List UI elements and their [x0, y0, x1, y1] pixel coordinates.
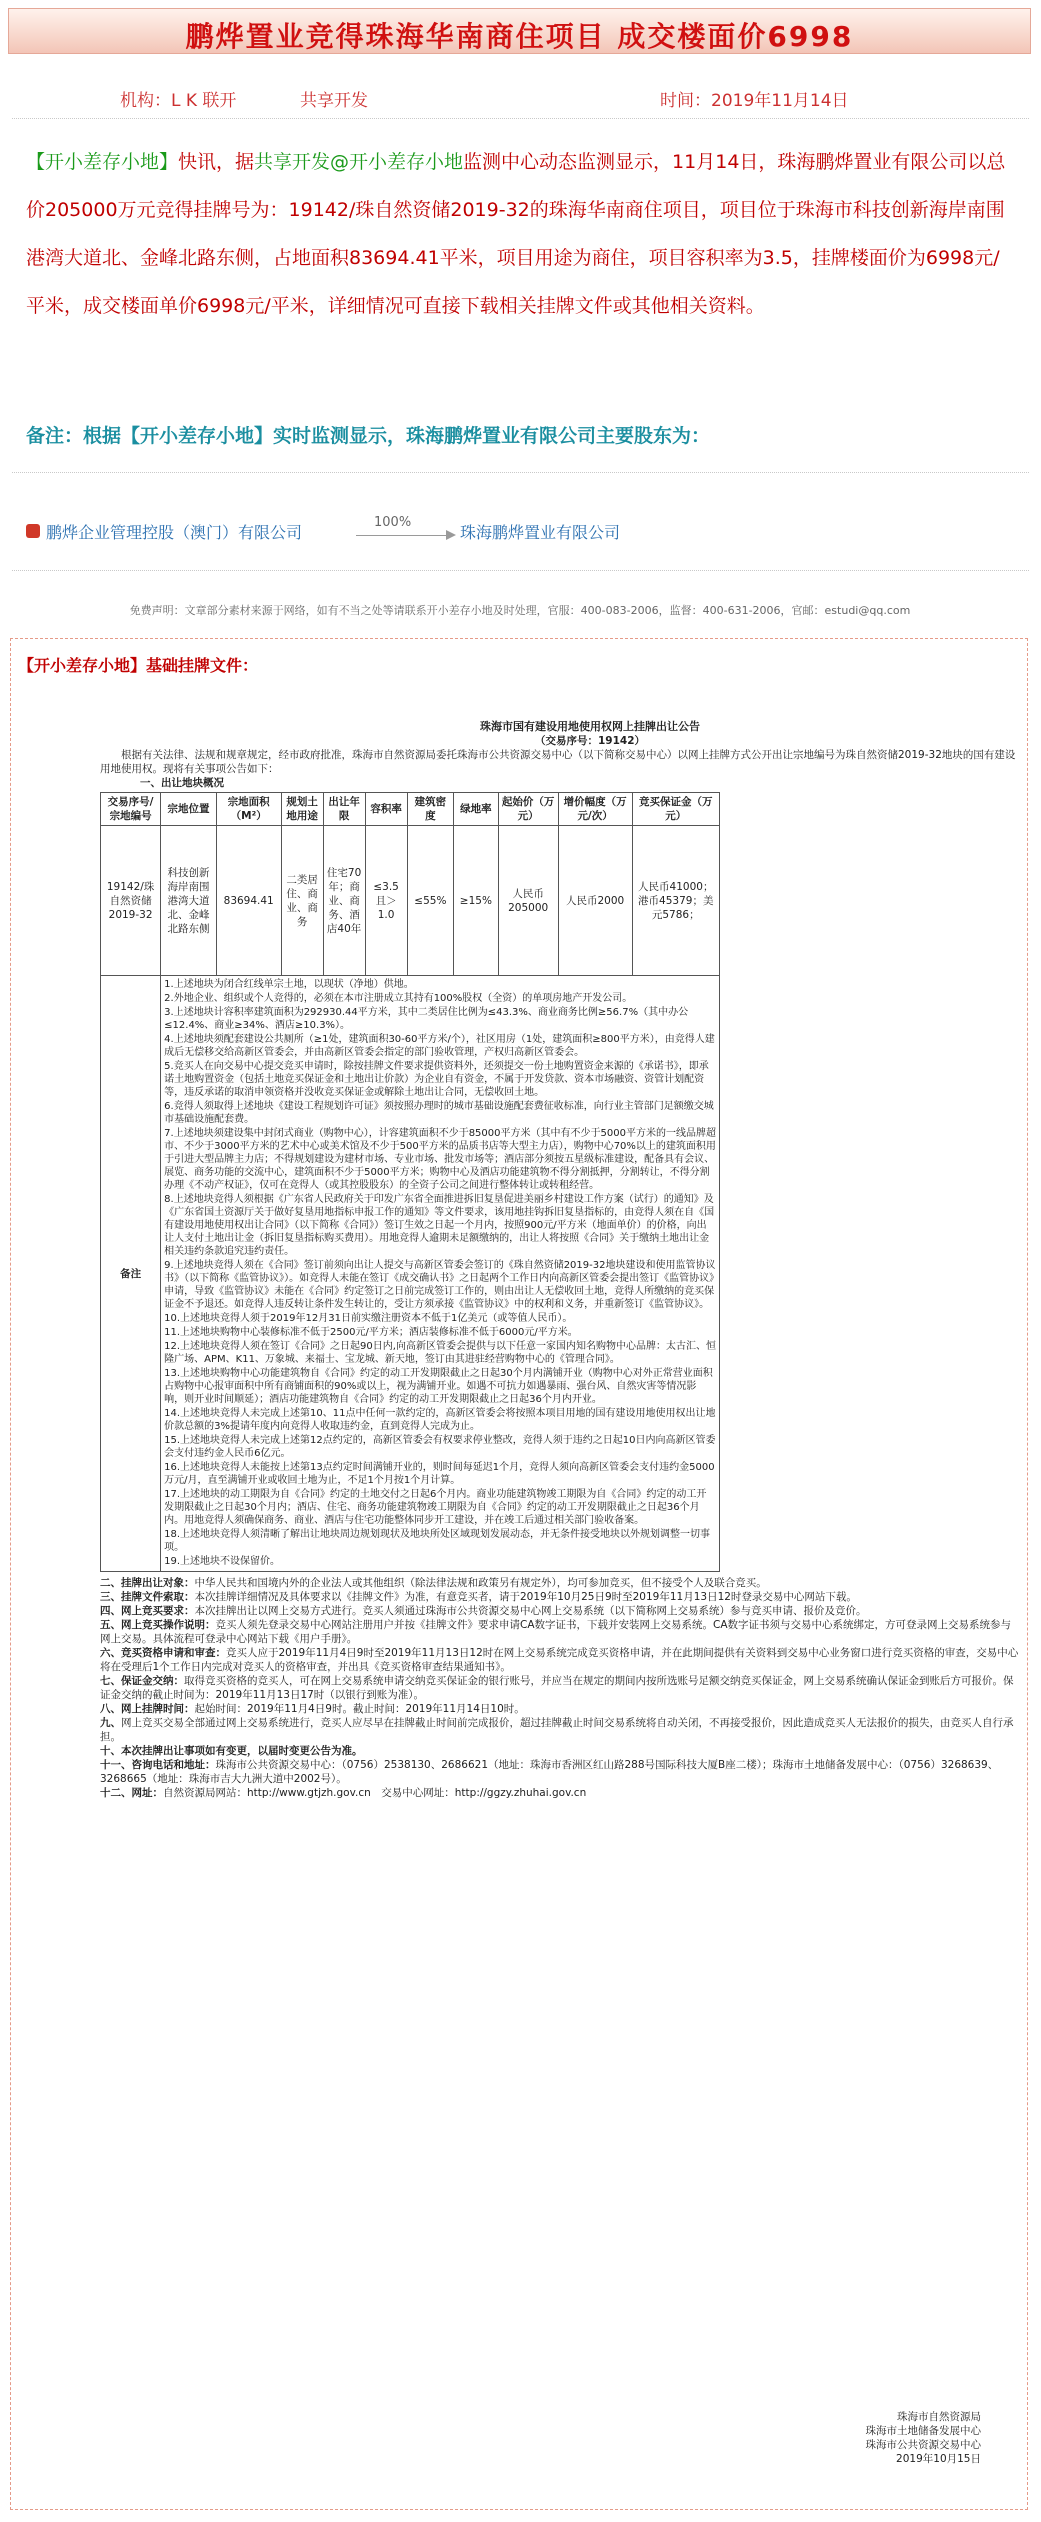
signer: 珠海市土地储备发展中心	[865, 2425, 981, 2437]
divider	[12, 118, 1029, 119]
disclaimer: 免费声明：文章部分素材来源于网络，如有不当之处等请联系开小差存小地及时处理，官服：400-083-2006，监督：400-631-2006，官邮：estudi@qq.com	[129, 604, 911, 617]
section-text: 竞买人应于2019年11月4日9时至2019年11月13日12时在网上交易系统完成竞买资格申请，并在此期间提供有关资料到交易中心业务窗口进行竞买资格的审查，交易中心将在受理后1个工作日内完成对竞买人的资格审查，并出具《竞买资格审查结果通知书》。	[100, 1647, 1019, 1673]
section-item	[100, 1646, 1020, 1674]
section-item	[100, 1702, 1020, 1716]
section-item	[100, 1674, 1020, 1702]
document-heading: 【开小差存小地】基础挂牌文件：	[18, 656, 259, 675]
col-header: 宗地面积（M²）	[216, 793, 281, 826]
note-item: 3.上述地块计容积率建筑面积为292930.44平方米，其中二类居住比例为≤43.3%、商业商务比例≥56.7%（其中办公≤12.4%、商业≥34%、酒店≥10.3%）。	[164, 1007, 689, 1031]
table-cell: 住宅70年；商业、商务、酒店40年	[323, 826, 365, 976]
table-cell: 19142/珠自然资储2019-32	[101, 826, 161, 976]
shareholder-note: 备注：根据【开小差存小地】实时监测显示，珠海鹏烨置业有限公司主要股东为：	[26, 425, 711, 447]
section-text: 本次挂牌详细情况及具体要求以《挂牌文件》为准，有意竞买者，请于2019年10月25日9时至2019年11月13日12时登录交易中心网站下载。	[194, 1591, 857, 1603]
notes-cell	[161, 976, 720, 1572]
col-header: 交易序号/宗地编号	[101, 793, 161, 826]
notice-intro: 根据有关法律、法规和规章规定，经市政府批准，珠海市自然资源局委托珠海市公共资源交易中心（以下简称交易中心）以网上挂牌方式公开出让宗地编号为珠自然资储2019-32地块的国有建设用地使用权。现将有关事项公告如下：	[100, 749, 1016, 775]
section-text: 本次挂牌出让以网上交易方式进行。竞买人须通过珠海市公共资源交易中心网上交易系统（以下简称网上交易系统）参与竞买申请、报价及竞价。	[194, 1605, 867, 1617]
section-text: 取得竞买资格的竞买人，可在网上交易系统申请交纳竞买保证金的银行账号，并应当在规定的期间内按所选账号足额交纳竞买保证金，网上交易系统确认保证金到账后方可报价。保证金交纳的截止时间为：2019年11月13日17时（以银行到账为准）。	[100, 1675, 1014, 1701]
note-item: 18.上述地块竞得人须清晰了解出让地块周边规划现状及地块所处区域现划发展动态，并无条件接受地块以外规划调整一切事项。	[164, 1529, 711, 1553]
section-heading: 三、挂牌文件索取：	[100, 1591, 195, 1603]
note-item: 8.上述地块竞得人须根据《广东省人民政府关于印发广东省全面推进拆旧复垦促进美丽乡村建设工作方案（试行）的通知》及《广东省国土资源厅关于做好复垦用地指标申报工作的通知》等文件要求，该用地挂钩拆旧复垦指标的，由竞得人须在自《国有建设用地使用权出让合同》（以下简称《合同》）签订生效之日起一个月内，按照900元/平方米（地面单价）的价格，向出让人支付土地出让金（拆旧复垦指标购买费用）。用地竞得人逾期未足额缴纳的，出让人将按照《合同》关于缴纳土地出让金相关违约条款追究违约责任。	[164, 1194, 715, 1257]
section-heading: 六、竞买资格申请和审查：	[100, 1647, 226, 1659]
section-item	[100, 1604, 1020, 1618]
article-tag[interactable]: 【开小差存小地】	[26, 151, 179, 173]
arrow-head-icon	[446, 530, 456, 540]
note-item: 5.竞买人在向交易中心提交竞买申请时，除按挂牌文件要求提供资料外，还须提交一份土地购置资金来源的《承诺书》，即承诺土地购置资金（包括土地竞买保证金和土地出让价款）为企业自有资金，不属于开发贷款、资本市场融资、资管计划配资等，违反承诺的取消申领资格并没收竞买保证金或解除土地出让合同，无偿收回土地。	[164, 1061, 709, 1098]
signature-block	[866, 2410, 982, 2466]
dev-label: 共享开发	[300, 91, 368, 111]
time-label: 时间：2019年11月14日	[660, 91, 849, 111]
note-item: 19.上述地块不设保留价。	[164, 1556, 281, 1567]
section-text: 珠海市公共资源交易中心：（0756）2538130、2686621（地址：珠海市香洲区红山路288号国际科技大厦B座二楼）；珠海市土地储备发展中心：（0756）3268639、3268665（地址：珠海市吉大九洲大道中2002号）。	[100, 1759, 999, 1785]
table-cell: ≤55%	[407, 826, 454, 976]
section-1: 一、出让地块概况	[140, 777, 224, 789]
section-item	[100, 1716, 1020, 1744]
article-text: 监测中心动态监测显示，11月14日，珠海鹏烨置业有限公司以总价205000万元竞得挂牌号为：19142/珠自然资储2019-32的珠海华南商住项目，项目位于珠海市科技创新海岸南围港湾大道北、金峰北路东侧，占地面积83694.41平米，项目用途为商住，项目容积率为3.5，挂牌楼面价为6998元/平米，成交楼面单价6998元/平米，详细情况可直接下载相关挂牌文件或其他相关资料。	[26, 151, 1006, 317]
col-header: 容积率	[365, 793, 407, 826]
col-header: 规划土地用途	[281, 793, 323, 826]
note-item: 1.上述地块为闭合红线单宗土地，以现状（净地）供地。	[164, 979, 414, 990]
col-header: 出让年限	[323, 793, 365, 826]
notes-row	[101, 976, 720, 1572]
section-heading: 八、网上挂牌时间：	[100, 1703, 195, 1715]
section-heading: 九、	[100, 1717, 121, 1729]
section-heading: 四、网上竞买要求：	[100, 1605, 195, 1617]
notes-label: 备注	[101, 976, 161, 1572]
share-percent: 100%	[374, 515, 412, 530]
title-banner	[8, 8, 1031, 54]
section-item	[100, 1744, 1020, 1758]
table-cell: 科技创新海岸南围港湾大道北、金峰北路东侧	[161, 826, 217, 976]
table-row	[101, 826, 720, 976]
section-heading: 十二、网址：	[100, 1787, 163, 1799]
note-item: 17.上述地块的动工期限为自《合同》约定的土地交付之日起6个月内。商业功能建筑物竣工期限为自《合同》约定的动工开发期限截止之日起30个月内；酒店、住宅、商务功能建筑物竣工期限为自《合同》约定的动工开发期限截止之日起36个月内。用地竞得人须确保商务、商业、酒店与住宅功能整体同步开工建设，并在竣工后通过相关部门验收备案。	[164, 1489, 707, 1526]
note-item: 7.上述地块须建设集中封闭式商业（购物中心），计容建筑面积不少于85000平方米（其中有不少于5000平方米的一线品牌超市、不少于3000平方米的艺术中心或美术馆及不少于500平方米的品质书店等大型主力店），购物中心70%以上的建筑面积用于引进大型品牌主力店；不得规划建设为建材市场、专业市场、批发市场等；酒店部分须按五星级标准建设，配备具有会议、展览、商务功能的交流中心，建筑面积不少于5000平方米；购物中心及酒店功能建筑物不得分割抵押，分割转让，不得分割办理《不动产权证》，仅可在竞得人（或其控股股东）的全资子公司之间进行整体转让或转租经营。	[164, 1128, 716, 1191]
col-header: 宗地位置	[161, 793, 217, 826]
article-link[interactable]: 共享开发@开小差存小地	[254, 151, 464, 173]
article-body	[26, 138, 1016, 330]
notice-title: 珠海市国有建设用地使用权网上挂牌出让公告	[480, 720, 700, 733]
section-heading: 十、本次挂牌出让事项如有变更，以届时变更公告为准。	[100, 1745, 363, 1757]
section-text: 网上竞买交易全部通过网上交易系统进行，竞买人应尽早在挂牌截止时间前完成报价，超过挂牌截止时间交易系统将自动关闭，不再接受报价，因此造成竞买人无法报价的损失，由竞买人自行承担。	[100, 1717, 1014, 1743]
section-heading: 二、挂牌出让对象：	[100, 1577, 195, 1589]
col-header: 起始价（万元）	[498, 793, 558, 826]
col-header: 绿地率	[454, 793, 498, 826]
note-item: 4.上述地块须配套建设公共厕所（≥1处，建筑面积30-60平方米/个），社区用房（1处，建筑面积≥800平方米），由竞得人建成后无偿移交给高新区管委会，并由高新区管委会指定的部门验收管理，产权归高新区管委会。	[164, 1034, 715, 1058]
section-text: 起始时间：2019年11月4日9时。截止时间：2019年11月14日10时。	[194, 1703, 525, 1715]
table-cell: 83694.41	[216, 826, 281, 976]
signer: 珠海市自然资源局	[897, 2411, 981, 2423]
section-item	[100, 1758, 1020, 1786]
signer: 珠海市公共资源交易中心	[865, 2439, 981, 2451]
table-cell: ≤3.5且＞1.0	[365, 826, 407, 976]
sign-date: 2019年10月15日	[896, 2453, 981, 2465]
note-item: 16.上述地块竞得人未能按上述第13点约定时间满铺开业的，则时间每延迟1个月，竞得人须向高新区管委会支付违约金5000万元/月，直至满铺开业或收回土地为止，不足1个月按1个月计算。	[164, 1462, 715, 1486]
table-header-row	[101, 793, 720, 826]
note-item: 14.上述地块竞得人未完成上述第10、11点中任何一款约定的，高新区管委会将按照本项目用地的国有建设用地使用权出让地价款总额的3%提请年度内向竞得人收取违约金，直到竞得人完成为止。	[164, 1408, 716, 1432]
col-header: 建筑密度	[407, 793, 454, 826]
note-item: 12.上述地块竞得人须在签订《合同》之日起90日内,向高新区管委会提供与以下任意一家国内知名购物中心品牌：太古汇、恒隆广场、APM、K11、万象城、来福士、宝龙城、新天地，签订由其进驻经营购物中心的《管理合同》。	[164, 1341, 716, 1365]
child-company[interactable]: 珠海鹏烨置业有限公司	[460, 523, 621, 542]
table-cell: 人民币205000	[498, 826, 558, 976]
arrow-icon	[356, 535, 450, 536]
section-text: 中华人民共和国境内外的企业法人或其他组织（除法律法规和政策另有规定外），均可参加竞买，但不接受个人及联合竞买。	[194, 1577, 767, 1589]
notice-subtitle: （交易序号：19142）	[534, 735, 646, 747]
table-cell: 人民币2000	[558, 826, 632, 976]
divider	[12, 472, 1029, 473]
note-item: 10.上述地块竞得人须于2019年12月31日前实缴注册资本不低于1亿美元（或等值人民币）。	[164, 1313, 573, 1324]
divider	[12, 570, 1029, 571]
notice-document	[100, 720, 1020, 1800]
section-item	[100, 1590, 1020, 1604]
page-title: 鹏烨置业竞得珠海华南商住项目 成交楼面价6998	[185, 20, 854, 53]
table-cell: ≥15%	[454, 826, 498, 976]
table-cell: 人民币41000；港币45379；美元5786；	[632, 826, 720, 976]
section-heading: 五、网上竞买操作说明：	[100, 1619, 216, 1631]
note-item: 9.上述地块竞得人须在《合同》签订前须向出让人提交与高新区管委会签订的《珠自然资储2019-32地块建设和使用监管协议书》（以下简称《监管协议》）。如竞得人未能在签订《成交确认书》之日起两个工作日内向高新区管委会提出签订《监管协议》申请，导致《监管协议》未能在《合同》约定签订之日前完成签订工作的，则由出让人无偿收回土地，竞得人所缴纳的竞买保证金不予退还。如竞得人违反转让条件发生转让的，受让方须承接《监管协议》中的权利和义务，并重新签订《监管协议》。	[164, 1260, 716, 1310]
section-heading: 七、保证金交纳：	[100, 1675, 184, 1687]
parent-company[interactable]: 鹏烨企业管理控股（澳门）有限公司	[46, 523, 303, 542]
note-item: 6.竞得人须取得上述地块《建设工程规划许可证》须按照办理时的城市基础设施配套费征收标准，向行业主管部门足额缴交城市基础设施配套费。	[164, 1101, 714, 1125]
org-label: 机构：L K 联开	[120, 91, 237, 111]
note-item: 15.上述地块竞得人未完成上述第12点约定的，高新区管委会有权要求停业整改，竞得人须于违约之日起10日内向高新区管委会支付违约金人民币6亿元。	[164, 1435, 716, 1459]
note-item: 11.上述地块购物中心装修标准不低于2500元/平方米；酒店装修标准不低于6000元/平方米。	[164, 1327, 578, 1338]
section-heading: 十一、咨询电话和地址：	[100, 1759, 216, 1771]
company-logo-icon	[26, 524, 40, 538]
col-header: 增价幅度（万元/次）	[558, 793, 632, 826]
note-item: 13.上述地块购物中心功能建筑物自《合同》约定的动工开发期限截止之日起30个月内满铺开业（购物中心对外正常营业面积占购物中心报审面积中所有商铺面积的90%或以上，视为满铺开业。如遇不可抗力如遇暴雨、强台风、自然灾害等情况影响，则开业时间顺延）；酒店功能建筑物自《合同》约定的动工开发期限截止之日起36个月内开业。	[164, 1368, 713, 1405]
table-cell: 二类居住、商业、商务	[281, 826, 323, 976]
col-header: 竞买保证金（万元）	[632, 793, 720, 826]
parcel-table	[100, 792, 720, 1572]
article-lead: 快讯，据	[178, 151, 255, 173]
section-item	[100, 1576, 1020, 1590]
section-text: 自然资源局网站：http://www.gtjzh.gov.cn 交易中心网址：http://ggzy.zhuhai.gov.cn	[163, 1787, 587, 1799]
section-item	[100, 1618, 1020, 1646]
section-text: 竞买人须先登录交易中心网站注册用户并按《挂牌文件》要求申请CA数字证书，下载并安装网上交易系统。CA数字证书须与交易中心系统绑定，方可登录网上交易系统参与网上交易。具体流程可登录中心网站下载《用户手册》。	[100, 1619, 1012, 1645]
notice-sections	[100, 1576, 1020, 1800]
section-item	[100, 1786, 1020, 1800]
note-item: 2.外地企业、组织或个人竞得的，必须在本市注册成立其持有100%股权（全资）的单项房地产开发公司。	[164, 993, 633, 1004]
